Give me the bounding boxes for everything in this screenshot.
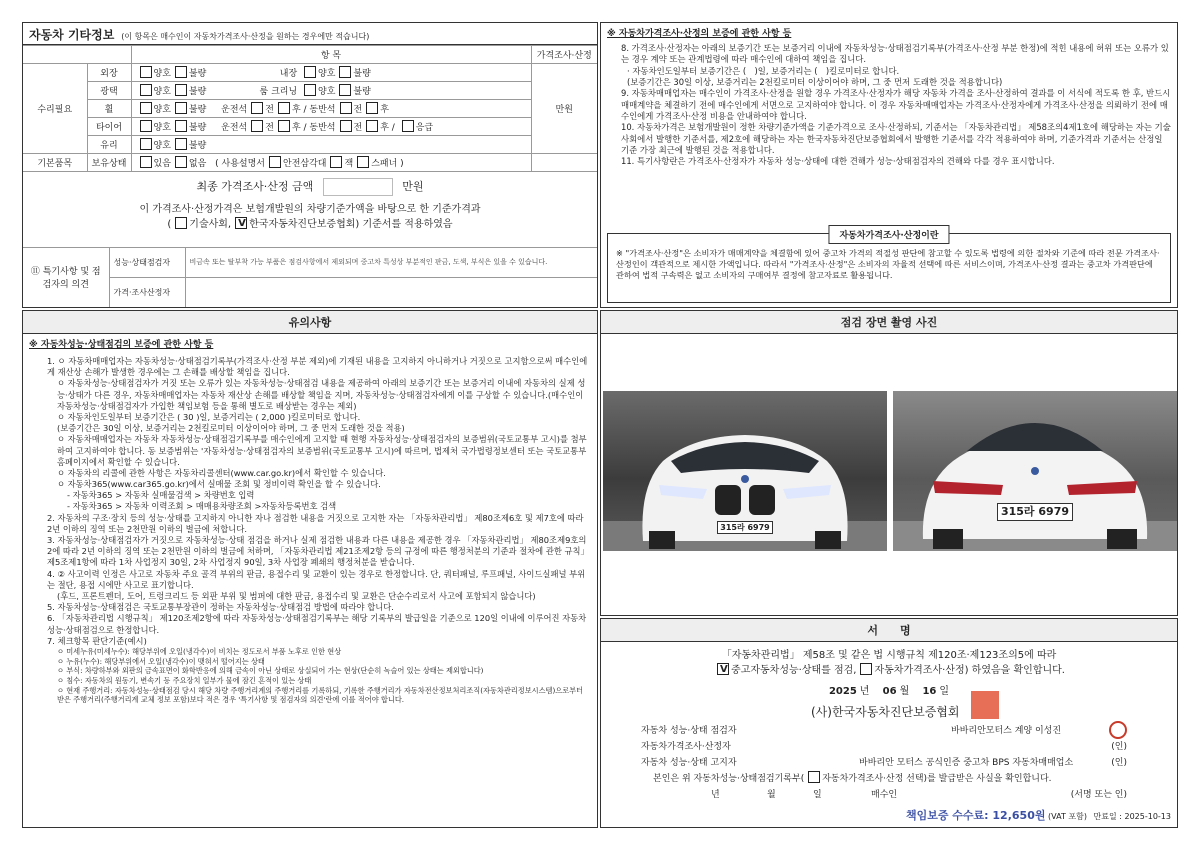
row-glass: 유리 — [87, 136, 131, 154]
etc-info-table: 항 목 가격조사·산정 수리필요 외장 양호 불량 내장 양호 불량 만원 광택 양호 불량 룸 크리닝 양호 불량 휠 양호 불량 운전석 전 후 / 동반석 전 후 타이어 양호 불량 운전석 전 후 / 동반석 전 후 / 응급 유리 양호 불량 기본품목 보유상태 있음 없음 ( 사용설명서 안전삼각대 잭 스패너 ) — [23, 45, 597, 172]
checkbox[interactable] — [340, 120, 352, 132]
notes-items — [29, 356, 591, 705]
note-item: 2. 자동차의 구조·장치 등의 성능·상태를 고지하지 아니한 자나 점검한 내용을 거짓으로 고지한 자는 「자동차관리법」 제80조제6호 및 제7호에 따라 2년 이하의 징역 또는 2천만원 이하의 벌금에 처합니다. — [47, 512, 584, 534]
special-table — [23, 247, 597, 308]
perf-label: 자동차 성능·상태 점검자 — [641, 726, 737, 736]
signature-org: (사)한국자동차진단보증협회 — [811, 705, 960, 719]
checkbox[interactable] — [175, 102, 187, 114]
notes-sub: ※ 자동차성능·상태점검의 보증에 관한 사항 등 — [29, 340, 214, 350]
fee-vat: (VAT 포함) — [1048, 812, 1087, 821]
checkbox[interactable] — [304, 66, 316, 78]
front-label: 전 — [265, 105, 274, 115]
checkbox[interactable] — [175, 66, 187, 78]
signature-check-a: 중고자동차성능·상태를 점검, — [731, 665, 857, 676]
date-year: 2025 — [828, 686, 857, 697]
checkbox[interactable] — [860, 663, 872, 675]
checkbox[interactable] — [808, 771, 820, 783]
rear-label: 후 — [380, 123, 389, 133]
col-price: 가격조사·산정 — [531, 46, 597, 64]
good-label: 양호 — [318, 69, 336, 79]
checkbox[interactable] — [175, 84, 187, 96]
price-label: 자동차가격조사·산정자 — [641, 742, 731, 752]
checkbox[interactable] — [278, 120, 290, 132]
rear-label: 후 — [291, 123, 301, 133]
etc-info-note: (이 항목은 매수인이 자동차가격조사·산정을 원하는 경우에만 적습니다) — [121, 32, 370, 41]
rear-plate: 315라 6979 — [997, 503, 1073, 521]
passenger-label: 동반석 — [309, 105, 336, 115]
price-seal: (인) — [1111, 742, 1127, 752]
basis-line2: ( 기술사회,V 한국자동차진단보증협회) 기준서를 적용하였음 — [23, 217, 597, 232]
have-label: 있음 — [153, 159, 171, 169]
buyer-row — [641, 787, 1163, 803]
checkbox[interactable] — [251, 120, 263, 132]
checkbox[interactable] — [251, 102, 263, 114]
check-criteria — [47, 647, 591, 705]
notes-title: 유의사항 — [23, 311, 597, 334]
note-item: ㅇ 자동차의 리콜에 관한 사항은 자동차리콜센터(www.car.go.kr)에서 확인할 수 있습니다. — [57, 467, 386, 478]
bad-label: 불량 — [188, 123, 207, 133]
checkbox[interactable] — [357, 156, 369, 168]
checkbox-checked[interactable] — [717, 663, 729, 675]
fee-row — [906, 807, 1171, 823]
buyer-sign: (서명 또는 인) — [1070, 790, 1127, 800]
fee-expiry: 만료일 : 2025-10-13 — [1093, 812, 1171, 821]
checkbox[interactable] — [340, 102, 352, 114]
note-item: 3. 자동차성능·상태점검자가 거짓으로 자동차성능·상태 점검을 하거나 실제 점검한 내용과 다른 내용을 제공한 경우 「자동차관리법」 제80조제9호의2에 따라 2년 이하의 징역 또는 2천만원 이하의 벌금에 처하며, 「자동차관리법 제21조제2항 등의 규정에 따른 행정처분의 기준과 절차에 관한 규칙」 제5조제1항에 따라 1차 사업정지 30일, 2차 사업정지 90일, 3차 사업장 폐쇄의 행정처분을 받습니다. — [47, 535, 589, 568]
final-price-unit: 만원 — [402, 180, 424, 193]
receipt-a: 본인은 위 자동차성능·상태점검기록부( — [653, 774, 805, 784]
note-item: 1. ㅇ 자동차매매업자는 자동차성능·상태점검기록부(가격조사·산정 부분 제외)에 기재된 내용을 고지하지 아니하거나 거짓으로 고지함으로써 매수인에게 재산상 손해가 발생한 경우에는 그 손해를 배상할 책임을 집니다. — [47, 356, 588, 378]
buyer-month: 월 — [767, 790, 776, 800]
checkbox[interactable] — [366, 102, 378, 114]
good-label: 양호 — [153, 69, 171, 79]
criteria-item: ㅇ 미세누유(미세누수): 해당부위에 오일(냉각수)이 비치는 정도로서 부품 노후로 인한 현상 — [57, 646, 342, 656]
buyer-year: 년 — [711, 790, 720, 800]
rear-car-illustration — [893, 391, 1177, 551]
notice-value: 바바리안 모터스 공식인증 중고차 BPS 자동차매매업소 — [859, 758, 1074, 768]
good-label: 양호 — [318, 87, 336, 97]
checkbox[interactable] — [175, 120, 187, 132]
group-basic: 기본품목 — [23, 154, 87, 172]
checkbox[interactable] — [330, 156, 342, 168]
guarantee-item: 10. 자동차가격은 보험개발원이 정한 차량기준가액을 기준가격으로 조사·산정하되, 기준서는 「자동차관리법」 제58조의4제1호에 해당하는 자는 기술사회에서 발행한 기준서를, 제2호에 해당하는 자는 한국자동차진단보증협회에서 발행한 기준서를 각각 적용하여야 하며, 기준가격과 기준서는 산정일 기준 가장 최근에 발행된 것을 적용합니다. — [621, 122, 1171, 156]
signature-check-row — [601, 663, 1177, 678]
special-price: 가격·조사산정자 — [109, 277, 185, 307]
signature-pane — [600, 618, 1178, 828]
good-label: 양호 — [153, 123, 171, 133]
price-definition-box — [607, 233, 1171, 303]
rear-label: 후 — [291, 105, 301, 115]
checkbox[interactable] — [140, 102, 152, 114]
front-label: 전 — [353, 123, 363, 133]
photos-title: 점검 장면 촬영 사진 — [601, 311, 1177, 334]
front-plate: 315라 6979 — [717, 521, 773, 534]
buyer-day: 일 — [813, 790, 822, 800]
checkbox[interactable] — [278, 102, 290, 114]
date-month-unit: 월 — [899, 686, 910, 697]
row-wheel: 휠 — [87, 100, 131, 118]
guarantee-item: (보증기간은 30일 이상, 보증거리는 2천킬로미터 이상이어야 하며, 그 중 먼저 도래한 것을 적용합니다) — [627, 77, 1003, 88]
driver-label: 운전석 — [221, 105, 248, 115]
checkbox-checked[interactable] — [235, 217, 247, 229]
checkbox[interactable] — [339, 84, 351, 96]
front-label: 전 — [265, 123, 274, 133]
receipt-row — [641, 771, 1163, 787]
col-item: 항 목 — [131, 46, 531, 64]
perf-row — [641, 723, 1163, 739]
special-perf: 성능·상태점검자 — [109, 247, 185, 277]
notice-row — [641, 755, 1163, 771]
receipt-b: 자동차가격조사·산정 선택)를 발급받은 사실을 확인합니다. — [822, 774, 1052, 784]
triangle-label: 안전삼각대 — [283, 159, 327, 169]
final-price-input[interactable] — [323, 178, 393, 196]
row-interior: 내장 — [279, 69, 298, 79]
note-item: ㅇ 자동차매매업자는 자동차 자동차성능·상태점검기록부를 매수인에게 고지할 때 현행 자동차성능·상태점검자의 보증범위(국토교통부 고시)를 첨부하여 고지하여야 합니다. 동 보증범위는 '자동차성능·상태점검자의 보증범위(국토교통부 고시)에 따르며, 법제처 국가법령정보센터 또는 국토교통부 홈페이지에서 확인할 수 있습니다. — [57, 434, 587, 467]
checkbox[interactable] — [304, 84, 316, 96]
basis-text — [23, 202, 597, 232]
signature-rows — [641, 723, 1163, 803]
signature-date — [601, 682, 1177, 697]
criteria-item: ㅇ 누유(누수): 해당부위에서 오일(냉각수)이 맺혀서 떨어지는 상태 — [57, 656, 265, 666]
note-item: ㅇ 자동차인도일부터 보증기간은 ( 30 )일, 보증거리는 ( 2,000 )킬로미터로 합니다. — [57, 411, 361, 422]
row-tire: 타이어 — [87, 118, 131, 136]
good-label: 양호 — [153, 141, 171, 151]
notes-pane — [22, 310, 598, 828]
none-label: 없음 — [188, 159, 207, 169]
signature-law: 「자동차관리법」 제58조 및 같은 법 시행규칙 제120조·제123조의5에 따라 — [721, 650, 1057, 661]
note-item: (보증기간은 30일 이상, 보증거리는 2천킬로미터 이상이어야 하며, 그 중 먼저 도래한 것을 적용) — [57, 423, 405, 434]
front-label: 전 — [353, 105, 363, 115]
row-exterior: 외장 — [87, 64, 131, 82]
basis-line1: 이 가격조사·산정가격은 보험개발원의 차량기준가액을 바탕으로 한 기준가격과 — [139, 204, 481, 215]
criteria-item: ㅇ 현재 주행거리: 자동차성능·상태점검 당시 해당 차량 주행거리계의 주행거리를 기록하되, 기록한 주행거리가 자동차전산정보처리조직(자동차관리정보시스템)으로부터 받은 주행거리(주행거리계 교체 정보 포함)보다 적은 경우 '특기사항 및 점검자의 의견'란에 이를 적어야 합니다. — [57, 685, 584, 705]
checkbox[interactable] — [366, 120, 378, 132]
note-item: 6. 「자동차관리법 시행규칙」 제120조제2항에 따라 자동차성능·상태점검기록부는 해당 기록부의 발급일을 기준으로 120일 이내에 이루어진 자동차 성능·상태점검으로 한정합니다. — [47, 613, 587, 635]
checkbox[interactable] — [269, 156, 281, 168]
good-label: 양호 — [153, 87, 171, 97]
passenger-label: 동반석 — [309, 123, 336, 133]
manual-label: ( 사용설명서 — [215, 159, 265, 169]
buyer-label: 매수인 — [871, 790, 898, 800]
basis-option-b: 한국자동차진단보증협회) 기준서를 적용하였음 — [249, 219, 453, 230]
front-car-photo — [603, 391, 887, 551]
checkbox[interactable] — [140, 138, 152, 150]
note-item: - 자동차365 > 자동차 이력조회 > 매매용차량조회 >자동차등록번호 검색 — [67, 501, 337, 512]
guarantee-item: 9. 자동차매매업자는 매수인이 가격조사·산정을 원할 경우 가격조사·산정자가 해당 자동차 가격을 조사·산정하여 결과를 이 서식에 적도록 한 후, 반드시 매매계약을 체결하기 전에 매수인에게 서면으로 고지하여야 합니다. 이 경우 자동차매매업자는 가격조사·산정자에게 가격조사·산정을 의뢰하기 전에 매수인에게 가격조사·산정 비용을 안내하여야 합니다. — [621, 88, 1171, 122]
price-definition-title: 자동차가격조사·산정이란 — [828, 225, 949, 244]
bad-label: 불량 — [353, 87, 371, 97]
criteria-item: ㅇ 침수: 자동차의 원동기, 변속기 등 주요장치 일부가 물에 잠긴 흔적이 있는 상태 — [57, 676, 312, 686]
checkbox[interactable] — [175, 217, 187, 229]
checkbox[interactable] — [175, 138, 187, 150]
checkbox[interactable] — [140, 120, 152, 132]
date-day-unit: 일 — [939, 686, 950, 697]
bad-label: 불량 — [188, 69, 207, 79]
signature-title: 서 명 — [601, 619, 1177, 642]
checkbox[interactable] — [402, 120, 414, 132]
signature-check-b: 자동차가격조사·산정) 하였음을 확인합니다. — [874, 665, 1065, 676]
date-day: 16 — [922, 686, 937, 697]
notice-seal: (인) — [1111, 758, 1127, 768]
group-repair: 수리필요 — [23, 64, 87, 154]
etc-info-title: 자동차 기타정보 — [29, 28, 115, 42]
guarantee-price-pane — [600, 22, 1178, 308]
price-definition-text: ※ "가격조사·산정"은 소비자가 매매계약을 체결함에 있어 중고차 가격의 적절성 판단에 참고할 수 있도록 법령에 의한 절차와 기준에 따라 전문 가격조사·산정인이 객관적으로 제시한 가액입니다. 따라서 "가격조사·산정"은 소비자의 자율적 선택에 따른 서비스이며, 가격조사·산정 결과는 중고차 가격판단에 관하여 법적 구속력은 없고 소비자의 구매여부 결정에 참고자료로 활용됩니다. — [616, 248, 1160, 281]
guarantee-item: 8. 가격조사·산정자는 아래의 보증기간 또는 보증거리 이내에 자동차성능·상태점검기록부(가격조사·산정 부분 한정)에 적힌 내용에 허위 또는 오류가 있는 경우 계약 또는 관계법령에 따라 매수인에 대하여 책임을 집니다. — [621, 43, 1169, 65]
note-item: (후드, 프론트펜더, 도어, 트렁크리드 등 외판 부위 및 범퍼에 대한 판금, 용접수리 및 교환은 단순수리로서 사고에 포함되지 않습니다) — [57, 590, 536, 601]
date-year-unit: 년 — [859, 686, 870, 697]
note-item: 4. ② 사고이력 인정은 사고로 자동차 주요 골격 부위의 판금, 용접수리 및 교환이 있는 경우로 한정합니다. 단, 쿼터패널, 루프패널, 사이드실패널 부위는 절단, 용접 시에만 사고로 표기합니다. — [47, 568, 586, 590]
final-price-row — [23, 178, 597, 196]
note-item: ㅇ 자동차365(www.car365.go.kr)에서 실매물 조회 및 정비이력 확인을 할 수 있습니다. — [57, 479, 381, 490]
note-item: 7. 체크항목 판단기준(예시) — [47, 635, 147, 646]
guarantee-price-title: ※ 자동차가격조사·산정의 보증에 관한 사항 등 — [607, 29, 792, 39]
checkbox[interactable] — [140, 156, 152, 168]
perf-value: 바바리안모터스 계양 이성진 — [951, 726, 1062, 736]
notice-label: 자동차 성능·상태 고지자 — [641, 758, 737, 768]
guarantee-price-items — [607, 43, 1171, 168]
rear-car-photo — [893, 391, 1177, 551]
spanner-label: 스패너 ) — [371, 159, 404, 169]
org-seal-icon — [971, 691, 999, 719]
checkbox[interactable] — [140, 66, 152, 78]
final-price-label: 최종 가격조사·산정 금액 — [196, 180, 314, 193]
bad-label: 불량 — [188, 141, 207, 151]
etc-info-pane — [22, 22, 598, 308]
fee-label: 책임보증 수수료: 12,650원 — [905, 809, 1046, 822]
special-perf-text: 비금속 또는 탈부착 가능 부품은 점검사항에서 제외되며 중고차 특성상 부분적인 판금, 도색, 부식은 있을 수 있습니다. — [185, 247, 597, 277]
good-label: 양호 — [153, 105, 171, 115]
guarantee-item: 11. 특기사항란은 가격조사·산정자가 자동차 성능·상태에 대한 견해가 성능·상태점검자의 견해와 다를 경우 표시합니다. — [621, 156, 1055, 167]
emergency-label: 응급 — [415, 123, 434, 133]
bad-label: 불량 — [188, 87, 207, 97]
jack-label: 잭 — [344, 159, 354, 169]
rear-label: 후 — [380, 105, 389, 115]
checkbox[interactable] — [140, 84, 152, 96]
row-room: 룸 크리닝 — [259, 87, 298, 97]
row-own: 보유상태 — [87, 154, 131, 172]
note-item: 5. 자동차성능·상태점검은 국토교통부장관이 정하는 자동차성능·상태점검 방법에 따라야 합니다. — [47, 602, 394, 613]
date-month: 06 — [882, 686, 897, 697]
photos-pane — [600, 310, 1178, 616]
price-row — [641, 739, 1163, 755]
etc-info-header — [23, 23, 597, 45]
row-gloss: 광택 — [87, 82, 131, 100]
note-item: ㅇ 자동차성능·상태점검자가 거짓 또는 오류가 있는 자동차성능·상태점검 내용을 제공하여 아래의 보증기간 또는 보증거리 이내에 자동차의 실제 성능·상태가 다른 경우, 자동차매매업자는 자동차 재산상 손해를 배상할 책임을 지며, 자동차성능·상태점검자에게 이를 구상할 수 있습니다.(매수인이 자동차성능·상태점검자가 가입한 책임보험 등을 통해 별도로 배상받는 경우는 제외) — [57, 378, 586, 411]
note-item: - 자동차365 > 자동차 실매물검색 > 차량번호 입력 — [67, 490, 255, 501]
perf-stamp-icon — [1109, 721, 1127, 739]
checkbox[interactable] — [339, 66, 351, 78]
price-unit: 만원 — [531, 64, 597, 154]
bad-label: 불량 — [353, 69, 371, 79]
bad-label: 불량 — [188, 105, 207, 115]
checkbox[interactable] — [175, 156, 187, 168]
guarantee-item: · 자동차인도일부터 보증기간은 ( )일, 보증거리는 ( )킬로미터로 합니다. — [627, 65, 900, 76]
special-label: ⑪ 특기사항 및 점검자의 의견 — [23, 247, 109, 307]
basis-option-a: 기술사회, — [189, 219, 232, 230]
driver-label: 운전석 — [221, 123, 248, 133]
criteria-item: ㅇ 부식: 차량하부와 외판의 금속표면이 화학반응에 의해 금속이 아닌 상태로 상실되어 가는 현상(단순히 녹슬어 있는 상태는 제외합니다) — [57, 666, 484, 676]
